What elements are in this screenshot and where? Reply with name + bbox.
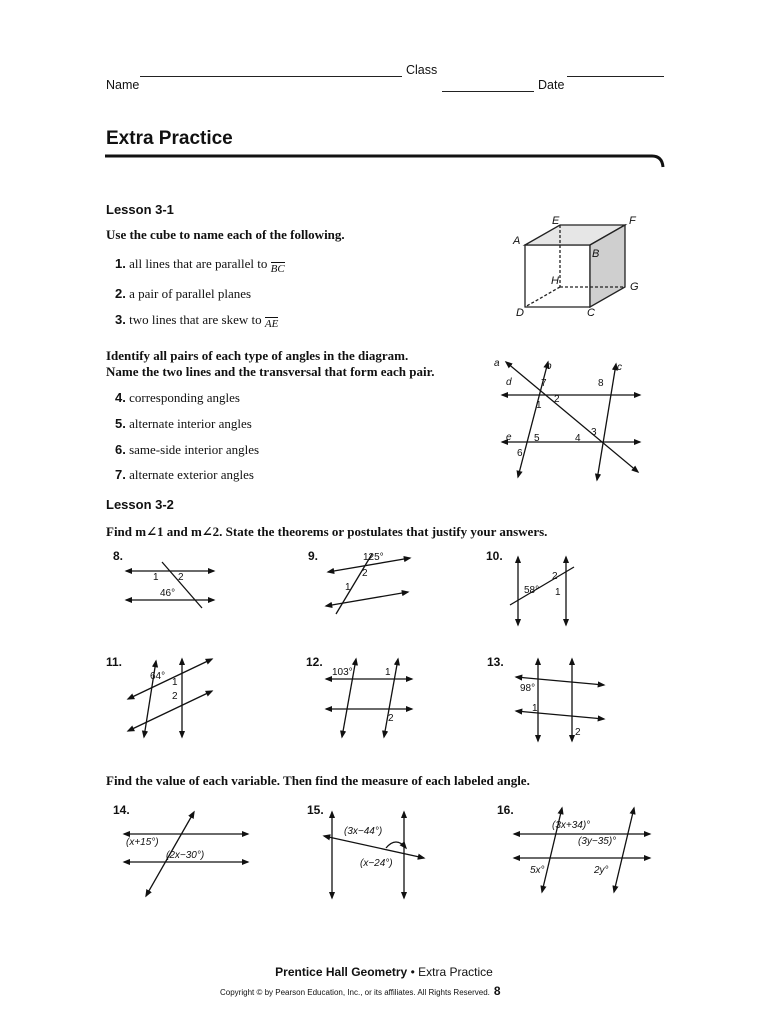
item-text: alternate exterior angles xyxy=(129,467,254,482)
p15-angle-3x44: (3x−44°) xyxy=(344,826,383,837)
problem-8-number: 8. xyxy=(113,549,124,563)
item-text: two lines that are skew to xyxy=(129,312,262,327)
problem-8-figure xyxy=(122,560,222,610)
page-title: Extra Practice xyxy=(106,128,233,149)
cube-label-c: C xyxy=(587,307,595,319)
date-underline xyxy=(442,91,534,92)
problem-10-number: 10. xyxy=(486,549,503,563)
angles-instruction-line1: Identify all pairs of each type of angles in the diagram. xyxy=(106,348,409,363)
item-text: alternate interior angles xyxy=(129,416,252,431)
cube-label-a: A xyxy=(513,235,521,247)
line-e-label: e xyxy=(506,432,512,443)
cube-label-d: D xyxy=(516,307,524,319)
footer-book-line xyxy=(0,965,768,979)
footer-section: Extra Practice xyxy=(418,965,493,979)
p16-angle-5x: 5x° xyxy=(530,865,545,876)
page-number: 8 xyxy=(493,984,501,998)
p16-angle-3y35: (3y−35)° xyxy=(578,836,617,847)
problem-14-number: 14. xyxy=(113,803,130,817)
problem-15-figure xyxy=(318,808,438,903)
p16-angle-3x34: (3x+34)° xyxy=(552,820,591,831)
item-3 xyxy=(115,312,278,328)
item-text: all lines that are parallel to xyxy=(129,256,268,271)
item-5 xyxy=(115,416,252,432)
angle-4-label: 4 xyxy=(575,433,581,444)
angle-instruction: Find m∠1 and m∠2. State the theorems or postulates that justify your answers. xyxy=(106,524,548,539)
item-7 xyxy=(115,467,254,483)
item-2 xyxy=(115,286,251,302)
p10-angle-58: 58° xyxy=(524,585,540,596)
item-number: 2. xyxy=(115,286,126,301)
footer-copyright-line xyxy=(220,982,501,1000)
item-number: 5. xyxy=(115,416,126,431)
p10-angle-1: 1 xyxy=(555,587,561,598)
item-text: same-side interior angles xyxy=(129,442,260,457)
angle-1-label: 1 xyxy=(536,400,542,411)
footer-copyright: Copyright © by Pearson Education, Inc., or its affiliates. All Rights Reserved. xyxy=(220,988,490,997)
problem-16-figure xyxy=(510,806,660,896)
p12-angle-103: 103° xyxy=(332,667,353,678)
p14-angle-2x30: (2x−30°) xyxy=(166,850,205,861)
title-rule xyxy=(104,153,666,173)
angle-7-label: 7 xyxy=(541,378,547,389)
problem-11-number: 11. xyxy=(106,655,123,669)
p8-angle-2: 2 xyxy=(178,572,184,583)
problem-14-figure xyxy=(118,810,258,900)
p11-angle-64: 64° xyxy=(150,671,166,682)
cube-label-h: H xyxy=(551,275,559,287)
angle-5-label: 5 xyxy=(534,433,540,444)
footer-bullet: • xyxy=(410,965,415,979)
class-label: Class xyxy=(406,63,438,77)
item-6 xyxy=(115,442,259,458)
p11-angle-1: 1 xyxy=(172,677,178,688)
p12-angle-2: 2 xyxy=(388,713,394,724)
problem-12-figure xyxy=(322,655,422,739)
item-text: corresponding angles xyxy=(129,390,240,405)
problem-9-figure xyxy=(318,548,418,616)
item-number: 4. xyxy=(115,390,126,405)
problem-11-figure xyxy=(122,655,222,739)
problem-13-figure xyxy=(510,655,610,745)
item-number: 7. xyxy=(115,467,126,482)
angle-8-label: 8 xyxy=(598,378,604,389)
angle-2-label: 2 xyxy=(554,394,560,405)
p13-angle-1: 1 xyxy=(532,703,538,714)
class-underline xyxy=(567,76,664,77)
problem-9-number: 9. xyxy=(308,549,319,563)
p12-angle-1: 1 xyxy=(385,667,391,678)
angle-3-label: 3 xyxy=(591,427,597,438)
cube-label-b: B xyxy=(592,248,600,260)
cube-label-g: G xyxy=(630,281,639,293)
p14-angle-x15: (x+15°) xyxy=(126,837,159,848)
p9-angle-125: 125° xyxy=(363,552,384,563)
p13-angle-2: 2 xyxy=(575,727,581,738)
line-ae-symbol: AE xyxy=(264,318,279,330)
variable-instruction: Find the value of each variable. Then find the measure of each labeled angle. xyxy=(106,773,530,788)
p9-angle-2: 2 xyxy=(362,568,368,579)
p13-angle-98: 98° xyxy=(520,683,536,694)
angle-6-label: 6 xyxy=(517,448,523,459)
date-label: Date xyxy=(538,78,565,92)
lesson-3-2-heading: Lesson 3-2 xyxy=(106,497,174,512)
p8-angle-1: 1 xyxy=(153,572,159,583)
cube-instruction: Use the cube to name each of the following. xyxy=(106,227,345,242)
line-c-label: c xyxy=(617,362,622,373)
name-label: Name xyxy=(106,78,140,92)
item-number: 1. xyxy=(115,256,126,271)
class-name-underline xyxy=(140,76,402,77)
line-b-label: b xyxy=(546,361,552,372)
lesson-3-1-heading: Lesson 3-1 xyxy=(106,202,174,217)
p10-angle-2: 2 xyxy=(552,571,558,582)
p9-angle-1: 1 xyxy=(345,582,351,593)
angles-instruction xyxy=(106,348,434,380)
item-number: 6. xyxy=(115,442,126,457)
line-bc-symbol: BC xyxy=(270,263,285,275)
problem-10-figure xyxy=(500,553,590,629)
cube-label-f: F xyxy=(629,215,636,227)
problem-16-number: 16. xyxy=(497,803,514,817)
item-number: 3. xyxy=(115,312,126,327)
item-4 xyxy=(115,390,240,406)
footer-book-title: Prentice Hall Geometry xyxy=(275,965,408,979)
p15-angle-x24: (x−24°) xyxy=(360,858,393,869)
problem-12-number: 12. xyxy=(306,655,323,669)
item-text: a pair of parallel planes xyxy=(129,286,252,301)
p8-angle-46: 46° xyxy=(160,588,176,599)
p11-angle-2: 2 xyxy=(172,691,178,702)
p16-angle-2y: 2y° xyxy=(594,865,609,876)
transversal-diagram xyxy=(490,352,650,487)
cube-label-e: E xyxy=(552,215,560,227)
angles-instruction-line2: Name the two lines and the transversal that form each pair. xyxy=(106,364,435,379)
line-d-label: d xyxy=(506,377,512,388)
item-1 xyxy=(115,256,285,275)
cube-figure xyxy=(505,210,655,320)
line-a-label: a xyxy=(494,358,500,369)
problem-13-number: 13. xyxy=(487,655,504,669)
problem-15-number: 15. xyxy=(307,803,324,817)
